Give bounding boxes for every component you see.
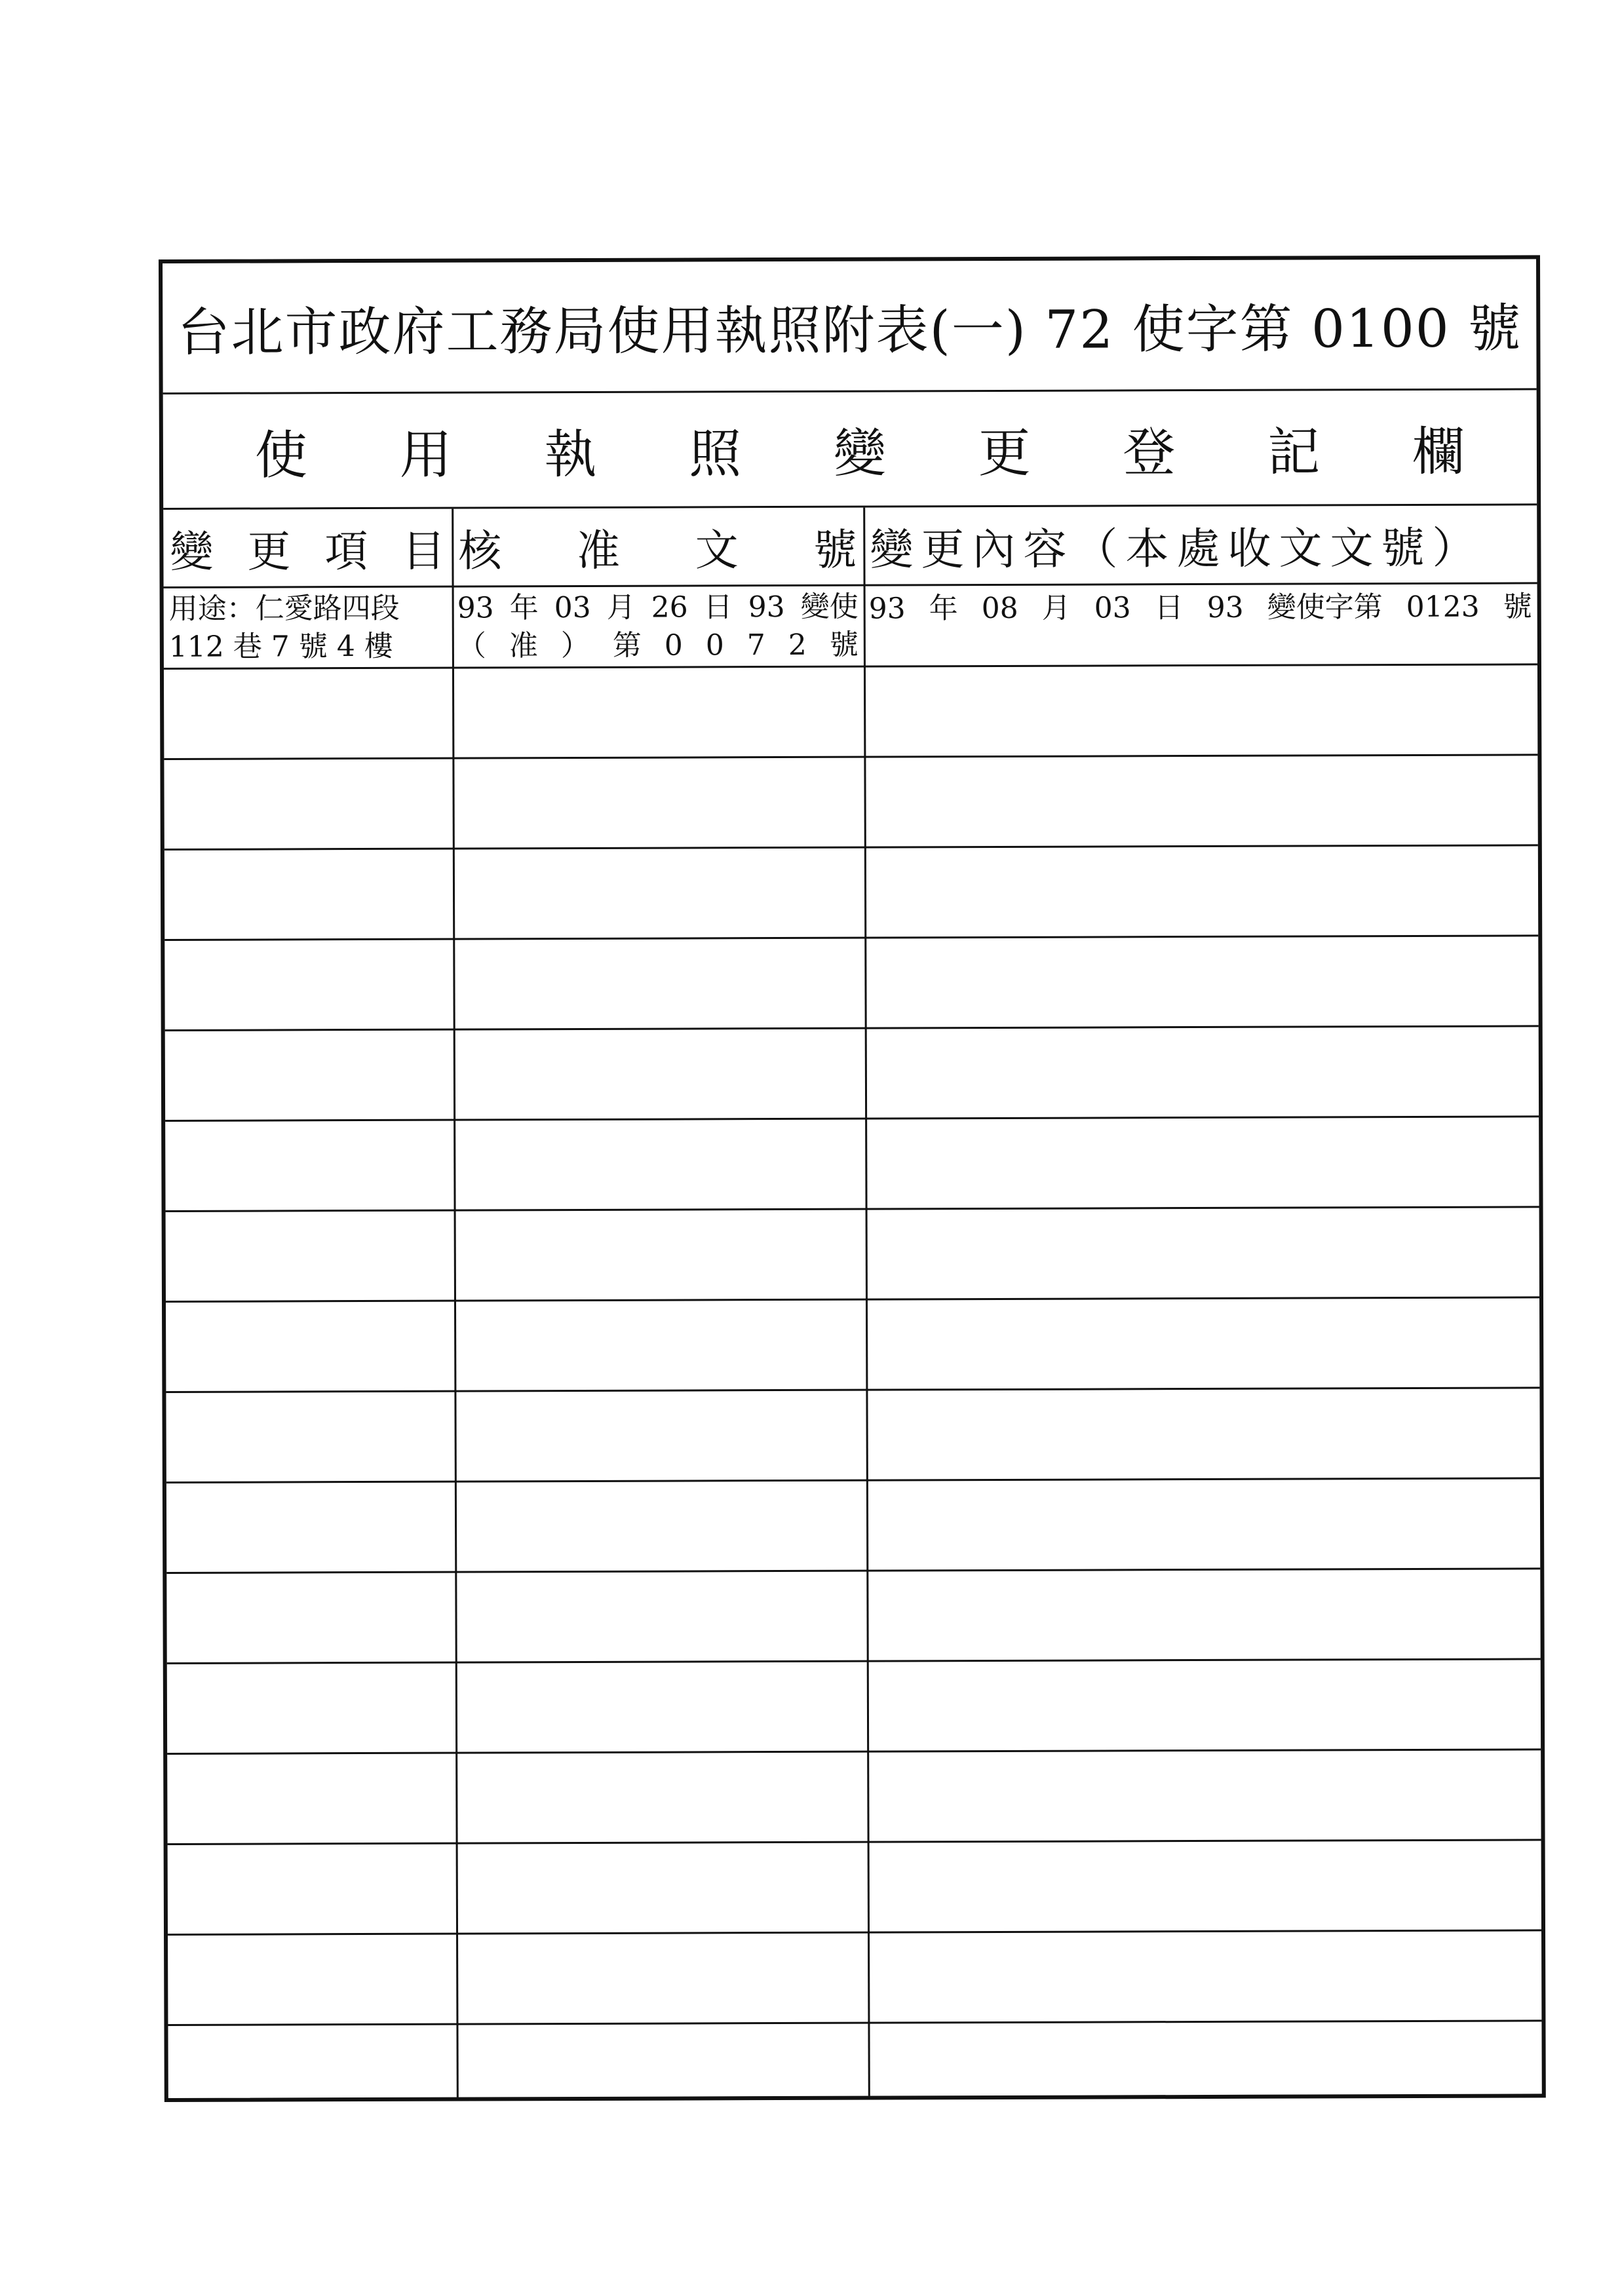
entry-text: 2 [788, 628, 807, 662]
table-row [167, 1660, 1541, 1755]
entry-text: 日 [1154, 591, 1184, 625]
entry-text: 0 [705, 628, 724, 662]
table-row [164, 846, 1538, 941]
entry-text: 日 [703, 590, 733, 624]
entry-text: 0123 [1406, 590, 1480, 624]
license-change-register-form [159, 255, 1546, 2102]
heading-char: 登 [1123, 422, 1176, 484]
header-char: 目 [402, 526, 446, 577]
entry-text: （ [457, 628, 486, 663]
table-row [164, 936, 1538, 1031]
table-row [168, 1841, 1541, 1936]
table-row [168, 1931, 1541, 2026]
entry-text: 准 [509, 628, 538, 662]
entry-text: 年 [509, 590, 539, 624]
entry-text: 用途：仁愛路四段 [168, 591, 400, 626]
column-header-content [863, 505, 1537, 584]
table-row [166, 1479, 1540, 1574]
header-char: 變 [170, 526, 214, 577]
table-row [168, 2021, 1541, 2114]
header-char: 文 [695, 525, 739, 576]
entry-text: 變使 [800, 590, 858, 624]
entry-text: 03 [554, 590, 591, 624]
entry-text: 93 [1206, 590, 1244, 624]
table-row [165, 1117, 1539, 1212]
entry-approval-cell [452, 586, 864, 667]
table-row [167, 1750, 1541, 1845]
entry-item-line: 112 巷 7 號 4 樓 [168, 629, 393, 664]
entry-text: 7 [746, 628, 765, 662]
table-row [166, 1298, 1539, 1393]
heading-char: 欄 [1412, 421, 1465, 482]
heading-char: 記 [1267, 421, 1321, 483]
empty-rows [164, 665, 1542, 2098]
header-char: 號 [813, 524, 857, 575]
entry-text: 變使字第 [1267, 590, 1383, 624]
table-row [164, 665, 1537, 760]
heading-char: 用 [399, 424, 452, 486]
entry-text: 93 [457, 590, 494, 625]
table-row [166, 1388, 1539, 1483]
heading-char: 照 [689, 423, 742, 485]
entry-approval-line [457, 588, 858, 627]
header-text: 變更內容（本處收文文號） [870, 522, 1484, 575]
heading-char: 使 [254, 425, 308, 486]
heading-char: 更 [978, 422, 1031, 484]
table-row [166, 1208, 1539, 1303]
entry-text: ） [560, 628, 590, 662]
entry-text: 月 [1041, 591, 1071, 625]
column-header-item [163, 509, 452, 586]
entry-text: 第 [612, 628, 642, 662]
table-row [164, 584, 1537, 670]
heading-char: 執 [544, 423, 597, 486]
entry-item-cell [164, 588, 452, 668]
entry-text: 08 [981, 591, 1018, 626]
entry-text: 93 [868, 592, 906, 626]
entry-content-line [869, 588, 1532, 628]
heading-char: 變 [833, 423, 887, 484]
entry-text: 0 [664, 628, 683, 662]
entry-content-cell [864, 584, 1537, 665]
table-row [166, 1569, 1540, 1664]
entry-text: 03 [1094, 591, 1131, 625]
entry-approval-line [457, 626, 858, 665]
entry-text: 號 [1503, 590, 1532, 624]
column-header-approval [452, 508, 863, 586]
entry-text: 26 [651, 590, 688, 624]
form-title [163, 259, 1537, 394]
header-char: 准 [576, 525, 621, 576]
entry-text: 月 [606, 590, 636, 624]
entry-item-line [169, 589, 447, 628]
register-heading [163, 390, 1537, 510]
entry-text: 年 [929, 592, 958, 626]
header-char: 更 [247, 526, 291, 577]
table-row [165, 1027, 1539, 1122]
form-title-text: 台北市政府工務局使用執照附表(一) 72 使字第 0100 號 [177, 297, 1522, 363]
entry-text: 號 [829, 628, 858, 662]
column-header-row [163, 505, 1537, 588]
header-char: 項 [324, 526, 368, 577]
entry-text: 93 [748, 590, 785, 624]
header-char: 核 [458, 526, 502, 577]
table-row [164, 756, 1537, 851]
